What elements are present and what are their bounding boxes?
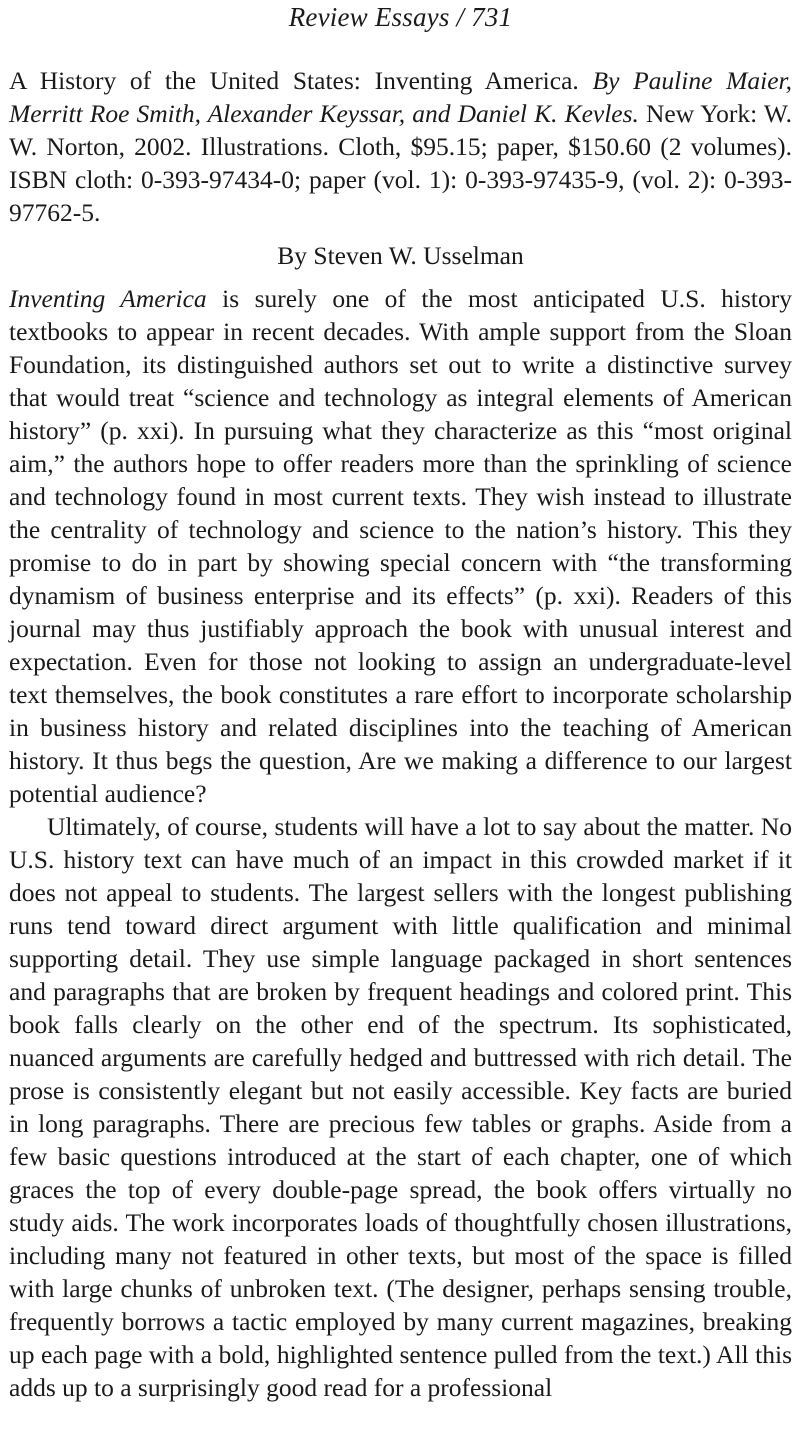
- book-title: A History of the United States: Inventing America.: [9, 66, 579, 95]
- body-paragraph-1: [9, 282, 792, 810]
- running-head: Review Essays / 731: [288, 2, 513, 32]
- body-paragraph-2: Ultimately, of course, students will have a lot to say about the matter. No U.S. history text can have much of an impact in this crowded market if it does not appeal to students. The largest sellers with the longest publishing runs tend toward direct argument with little qualification and minimal supporting detail. They use simple language packaged in short sentences and paragraphs that are broken by frequent headings and colored print. This book falls clearly on the other end of the spectrum. Its sophisticated, nuanced arguments are carefully hedged and buttressed with rich detail. The prose is consistently elegant but not easily accessible. Key facts are buried in long paragraphs. There are precious few tables or graphs. Aside from a few basic questions introduced at the start of each chapter, one of which graces the top of every double-page spread, the book offers virtually no study aids. The work incorporates loads of thoughtfully chosen illustrations, including many not featured in other texts, but most of the space is filled with large chunks of unbroken text. (The designer, perhaps sensing trouble, frequently borrows a tactic employed by many current magazines, breaking up each page with a bold, highlighted sentence pulled from the text.) All this adds up to a surprisingly good read for a professional: [9, 812, 792, 1402]
- book-authors: By Pauline Maier, Merritt Roe Smith, Alexander Keyssar, and Daniel K. Kevles.: [9, 66, 793, 128]
- reviewer-byline: By Steven W. Usselman: [277, 241, 524, 270]
- paragraph-1-text: is surely one of the most anticipated U.S. history textbooks to appear in recent decades. With ample support from the Sloan Foundation, its distinguished authors set out to write a distinctive survey that would treat “science and technology as integral elements of American history” (p. xxi). In pursuing what they characterize as this “most original aim,” the authors hope to offer readers more than the sprinkling of science and technology found in most current texts. They wish instead to illustrate the centrality of technology and science to the nation’s history. This they promise to do in part by showing special concern with “the transforming dynamism of business enterprise and its effects” (p. xxi). Readers of this journal may thus justifiably approach the book with unusual interest and expectation. Even for those not looking to assign an undergraduate-level text themselves, the book constitutes a rare effort to incorporate scholarship in business history and related disciplines into the teaching of American history. It thus begs the question, Are we making a difference to our largest potential audience?: [9, 284, 792, 808]
- book-title-italic: Inventing America: [9, 284, 207, 313]
- book-citation: [9, 64, 792, 229]
- publication-details: New York: W. W. Norton, 2002. Illustrations. Cloth, $95.15; paper, $150.60 (2 volumes). ISBN cloth: 0-393-97434-0; paper (vol. 1): 0-393-97435-9, (vol. 2): 0-393-97762-5.: [9, 99, 792, 227]
